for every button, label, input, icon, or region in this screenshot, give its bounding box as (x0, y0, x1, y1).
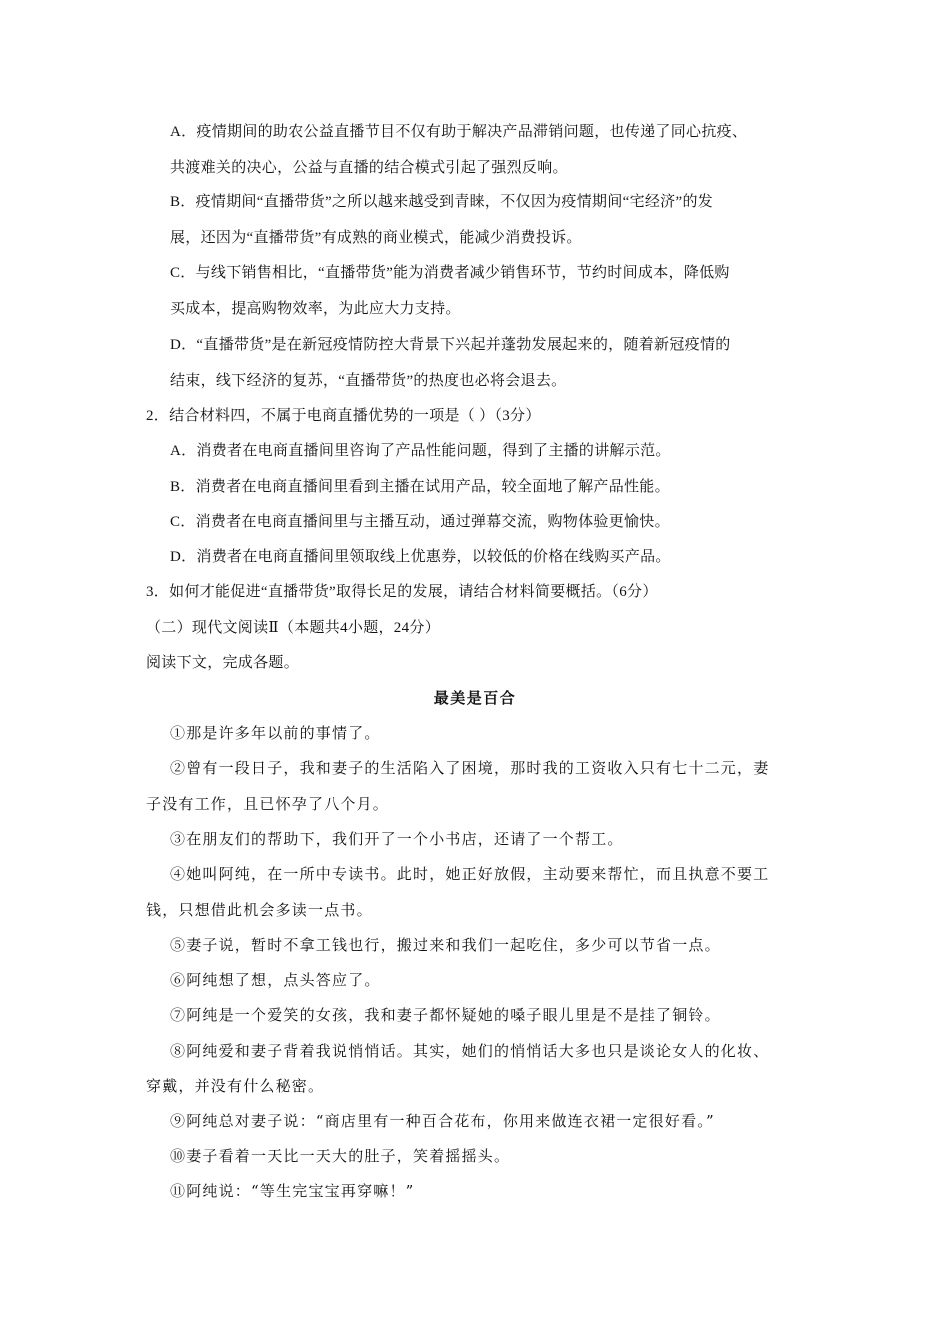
option-a-line2: 共渡难关的决心，公益与直播的结合模式引起了强烈反响。 (170, 160, 568, 176)
question-2-option-a: A．消费者在电商直播间里咨询了产品性能问题，得到了主播的讲解示范。 (170, 443, 671, 459)
paragraph-8-line2: 穿戴，并没有什么秘密。 (146, 1077, 325, 1095)
option-c-line2: 买成本，提高购物效率，为此应大力支持。 (170, 301, 461, 317)
option-c-line1: C．与线下销售相比，“直播带货”能为消费者减少销售环节，节约时间成本，降低购 (170, 265, 730, 281)
paragraph-5: ⑤妻子说，暂时不拿工钱也行，搬过来和我们一起吃住，多少可以节省一点。 (170, 936, 721, 954)
paragraph-2-line2: 子没有工作，且已怀孕了八个月。 (146, 795, 390, 813)
paragraph-3: ③在朋友们的帮助下，我们开了一个小书店，还请了一个帮工。 (170, 830, 624, 848)
paragraph-7: ⑦阿纯是一个爱笑的女孩，我和妻子都怀疑她的嗓子眼儿里是不是挂了铜铃。 (170, 1006, 721, 1024)
story-title: 最美是百合 (433, 689, 517, 707)
paragraph-10: ⑩妻子看着一天比一天大的肚子，笑着摇摇头。 (170, 1147, 511, 1165)
question-2-option-b: B．消费者在电商直播间里看到主播在试用产品，较全面地了解产品性能。 (170, 479, 670, 495)
question-2-option-c: C．消费者在电商直播间里与主播互动，通过弹幕交流，购物体验更愉快。 (170, 514, 670, 530)
paragraph-2-line1: ②曾有一段日子，我和妻子的生活陷入了困境，那时我的工资收入只有七十二元，妻 (170, 759, 770, 777)
section-2-heading: （二）现代文阅读Ⅱ（本题共4小题，24分） (146, 620, 440, 636)
paragraph-6: ⑥阿纯想了想，点头答应了。 (170, 971, 381, 989)
option-b-line1: B．疫情期间“直播带货”之所以越来越受到青睐，不仅因为疫情期间“宅经济”的发 (170, 194, 714, 210)
option-d-line2: 结束，线下经济的复苏，“直播带货”的热度也必将会退去。 (170, 373, 567, 389)
paragraph-4-line2: 钱，只想借此机会多读一点书。 (146, 901, 373, 919)
question-3: 3．如何才能促进“直播带货”取得长足的发展，请结合材料简要概括。（6分） (146, 584, 658, 600)
paragraph-4-line1: ④她叫阿纯，在一所中专读书。此时，她正好放假，主动要来帮忙，而且执意不要工 (170, 865, 770, 883)
paragraph-11: ⑪阿纯说：“等生完宝宝再穿嘛！” (170, 1182, 415, 1200)
option-b-line2: 展，还因为“直播带货”有成熟的商业模式，能减少消费投诉。 (170, 230, 582, 246)
paragraph-8-line1: ⑧阿纯爱和妻子背着我说悄悄话。其实，她们的悄悄话大多也只是谈论女人的化妆、 (170, 1042, 770, 1060)
question-2-option-d: D．消费者在电商直播间里领取线上优惠券，以较低的价格在线购买产品。 (170, 549, 671, 565)
reading-instruction: 阅读下文，完成各题。 (146, 655, 300, 671)
option-a-line1: A．疫情期间的助农公益直播节目不仅有助于解决产品滞销问题，也传递了同心抗疫、 (170, 124, 748, 140)
paragraph-9: ⑨阿纯总对妻子说：“商店里有一种百合花布，你用来做连衣裙一定很好看。” (170, 1112, 715, 1130)
question-2-stem: 2．结合材料四，不属于电商直播优势的一项是（ ）（3分） (146, 408, 541, 424)
option-d-line1: D．“直播带货”是在新冠疫情防控大背景下兴起并蓬勃发展起来的，随着新冠疫情的 (170, 337, 731, 353)
paragraph-1: ①那是许多年以前的事情了。 (170, 724, 381, 742)
